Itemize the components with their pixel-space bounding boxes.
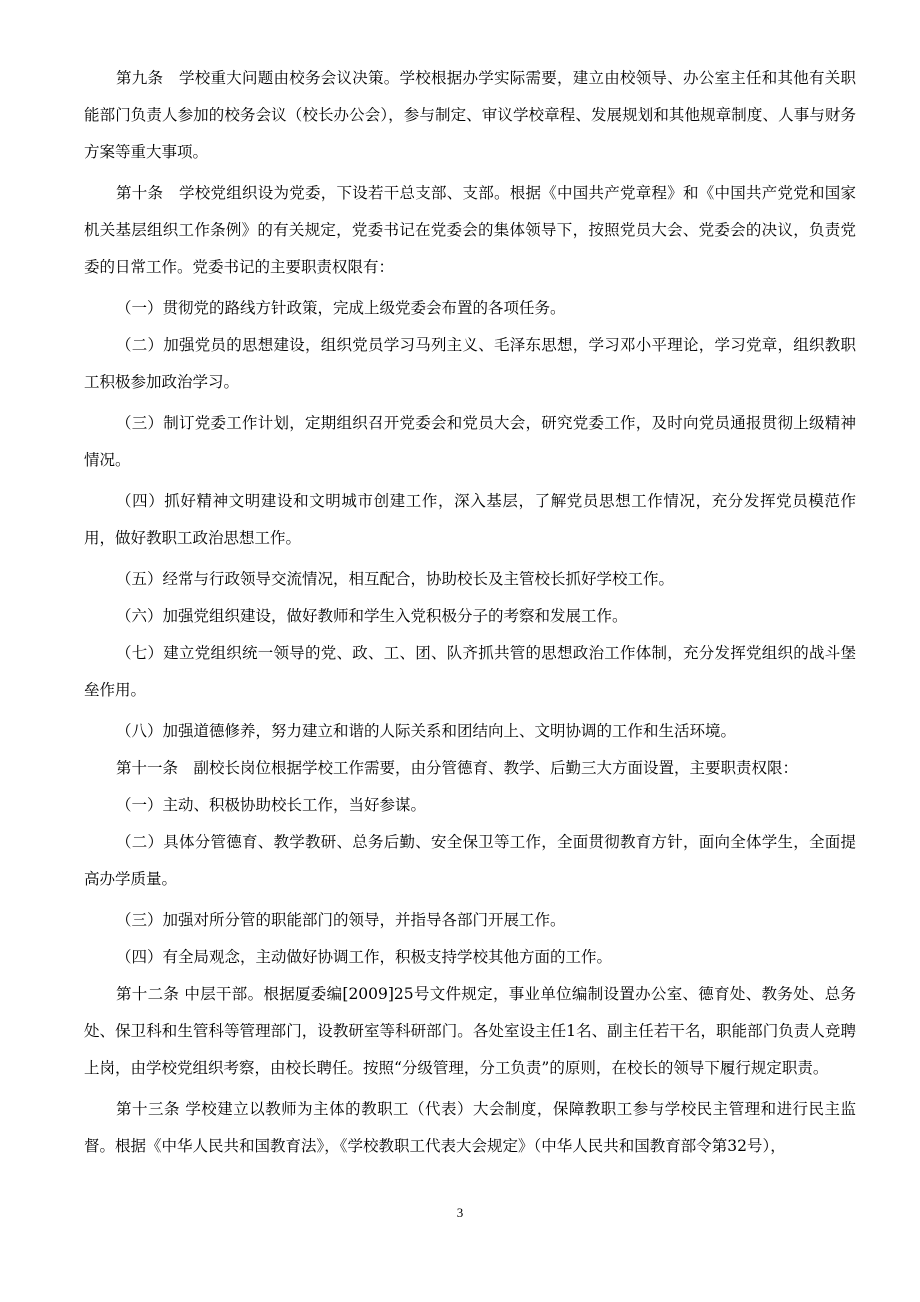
article-12-paragraph: 第十二条 中层干部。根据厦委编[2009]25号文件规定，事业单位编制设置办公室、德育处、教务处、总务处、保卫科和生管科等管理部门，设教研室等科研部门。各处室设主任1名、副主任若干名，职能部门负责人竞聘上岗，由学校党组织考察，由校长聘任。按照“分级管理，分工负责”的原则，在校长的领导下履行规定职责。 [84, 985, 856, 1077]
article-11-paragraph: 第十一条 副校长岗位根据学校工作需要，由分管德育、教学、后勤三大方面设置，主要职责权限： [116, 759, 799, 777]
article-10-item-2: （二）加强党员的思想建设，组织党员学习马列主义、毛泽东思想，学习邓小平理论，学习党章，组织教职工积极参加政治学习。 [84, 336, 856, 391]
article-10-item-5: （五）经常与行政领导交流情况，相互配合，协助校长及主管校长抓好学校工作。 [116, 570, 675, 588]
article-11-item-3: （三）加强对所分管的职能部门的领导，并指导各部门开展工作。 [116, 911, 566, 929]
document-body [84, 60, 856, 1169]
article-9-paragraph: 第九条 学校重大问题由校务会议决策。学校根据办学实际需要，建立由校领导、办公室主任和其他有关职能部门负责人参加的校务会议（校长办公会），参与制定、审议学校章程、发展规划和其他规章制度、人事与财务方案等重大事项。 [84, 69, 856, 161]
article-11-item-2: （二）具体分管德育、教学教研、总务后勤、安全保卫等工作，全面贯彻教育方针，面向全体学生，全面提高办学质量。 [84, 833, 856, 888]
article-10-item-3: （三）制订党委工作计划，定期组织召开党委会和党员大会，研究党委工作，及时向党员通报贯彻上级精神情况。 [84, 414, 856, 469]
article-10-paragraph: 第十条 学校党组织设为党委，下设若干总支部、支部。根据《中国共产党章程》和《中国共产党党和国家机关基层组织工作条例》的有关规定，党委书记在党委会的集体领导下，按照党员大会、党委会的决议，负责党委的日常工作。党委书记的主要职责权限有： [84, 184, 856, 276]
article-10-item-6: （六）加强党组织建设，做好教师和学生入党积极分子的考察和发展工作。 [116, 607, 628, 625]
page-number: 3 [456, 1205, 464, 1220]
article-10-item-8: （八）加强道德修养，努力建立和谐的人际关系和团结向上、文明协调的工作和生活环境。 [116, 722, 737, 740]
article-10-item-1: （一）贯彻党的路线方针政策，完成上级党委会布置的各项任务。 [116, 299, 566, 317]
article-11-item-1: （一）主动、积极协助校长工作，当好参谋。 [116, 796, 427, 814]
article-10-item-7: （七）建立党组织统一领导的党、政、工、团、队齐抓共管的思想政治工作体制，充分发挥党组织的战斗堡垒作用。 [84, 644, 856, 699]
article-10-item-4: （四）抓好精神文明建设和文明城市创建工作，深入基层，了解党员思想工作情况，充分发挥党员模范作用，做好教职工政治思想工作。 [84, 492, 856, 547]
article-11-item-4: （四）有全局观念，主动做好协调工作，积极支持学校其他方面的工作。 [116, 948, 613, 966]
article-13-paragraph: 第十三条 学校建立以教师为主体的教职工（代表）大会制度，保障教职工参与学校民主管理和进行民主监督。根据《中华人民共和国教育法》，《学校教职工代表大会规定》（中华人民共和国教育部令第32号）， [84, 1100, 856, 1155]
